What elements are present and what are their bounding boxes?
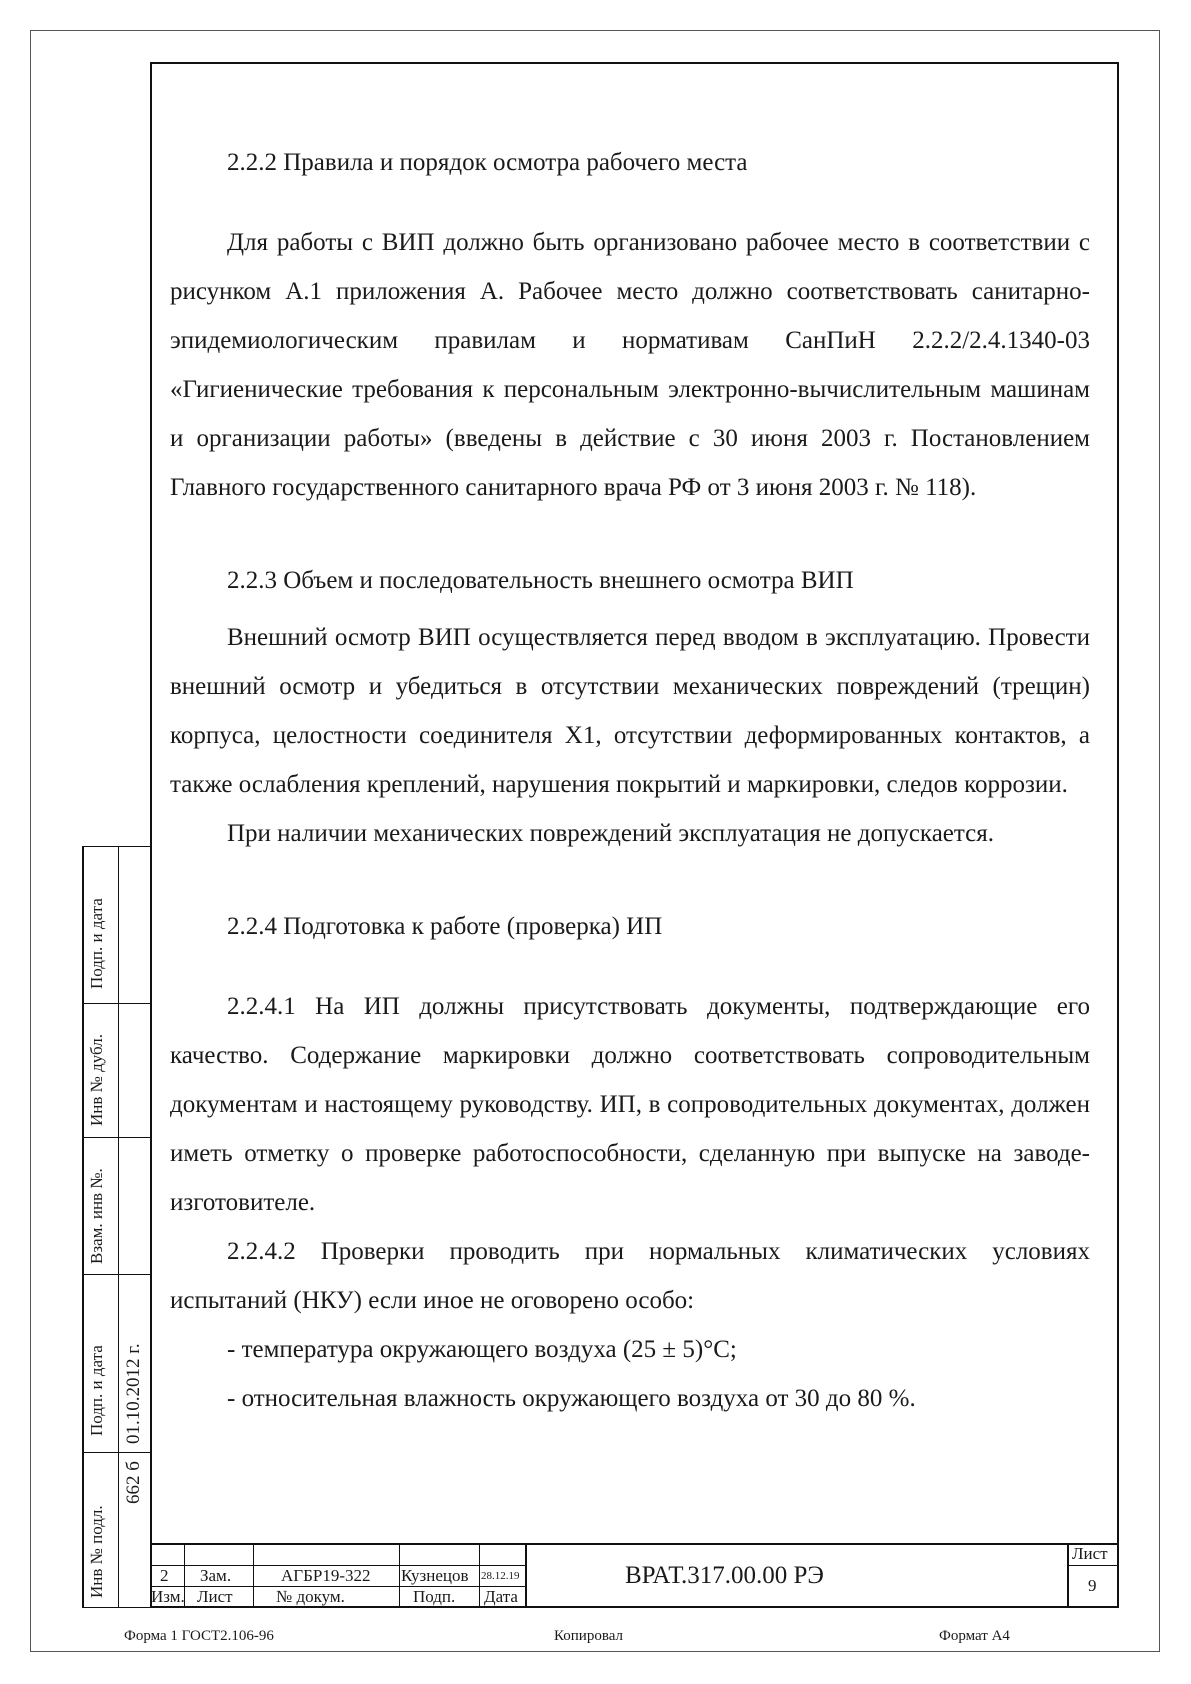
- paragraph-inspection: Внешний осмотр ВИП осуществляется перед вводом в эксплуатацию. Провести внешний осмотр и убедиться в отсутствии механических повреждений (трещин) корпуса, целостности соединителя Х1, отсутствии деформированных контактов, а также ослабления креплений, нарушения покрытий и маркировки, следов коррозии.: [170, 624, 1090, 798]
- col-podp: Подп.: [413, 1587, 456, 1606]
- value-date: 01.10.2012 г.: [123, 1343, 144, 1444]
- sheet-number: 9: [1088, 1576, 1097, 1595]
- label-vzam-inv: Взам. инв №.: [87, 1168, 106, 1264]
- section-heading-2-2-4: 2.2.4 Подготовка к работе (проверка) ИП: [227, 913, 663, 940]
- cell-podp-value: Кузнецов: [401, 1566, 469, 1585]
- sheet-label: Лист: [1072, 1544, 1108, 1563]
- section-heading-2-2-3: 2.2.3 Объем и последовательность внешнего осмотра ВИП: [227, 567, 854, 594]
- section-heading-2-2-2: 2.2.2 Правила и порядок осмотра рабочего места: [227, 149, 748, 176]
- list-item-humidity: - относительная влажность окружающего воздуха от 30 до 80 %.: [227, 1385, 916, 1412]
- footer-copied: Копировал: [554, 1628, 623, 1644]
- label-inv-dubl: Инв № дубл.: [87, 1033, 106, 1126]
- cell-list-value: Зам.: [200, 1566, 232, 1585]
- col-date: Дата: [484, 1587, 518, 1606]
- footer-format: Формат А4: [939, 1628, 1010, 1644]
- paragraph-2-2-4-2: 2.2.4.2 Проверки проводить при нормальных климатических условиях испытаний (НКУ) если иное не оговорено особо:: [170, 1238, 1090, 1314]
- document-body: [170, 138, 1090, 1423]
- label-inv-podl: Инв № подл.: [87, 1505, 106, 1598]
- col-list: Лист: [197, 1587, 233, 1606]
- label-podp-data-2: Подп. и дата: [87, 1345, 106, 1436]
- paragraph-2-2-4-1: 2.2.4.1 На ИП должны присутствовать документы, подтверждающие его качество. Содержание маркировки должно соответствовать сопроводительным документам и настоящему руководству. ИП, в сопроводительных документах, должен иметь отметку о проверке работоспособности, сделанную при выпуске на заводе-изготовителе.: [170, 993, 1090, 1216]
- document-designation: ВРАТ.317.00.00 РЭ: [625, 1562, 824, 1589]
- col-izm: Изм.: [151, 1587, 185, 1606]
- cell-izm-value: 2: [160, 1566, 169, 1585]
- side-strip: [82, 846, 152, 1608]
- list-item-temperature: - температура окружающего воздуха (25 ± 5)°С;: [227, 1336, 737, 1363]
- title-block: [150, 1543, 1119, 1608]
- col-doc: № докум.: [276, 1587, 345, 1606]
- paragraph-workplace: Для работы с ВИП должно быть организовано рабочее место в соответствии с рисунком А.1 приложения А. Рабочее место должно соответствовать санитарно-эпидемиологическим правилам и нормативам СанПиН 2.2.2/2.4.1340-03 «Гигиенические требования к персональным электронно-вычислительным машинам и организации работы» (введены в действие с 30 июня 2003 г. Постановлением Главного государственного санитарного врача РФ от 3 июня 2003 г. № 118).: [170, 229, 1090, 501]
- paragraph-damage-note: При наличии механических повреждений эксплуатация не допускается.: [227, 820, 994, 847]
- side-divider: [118, 846, 119, 1608]
- cell-doc-value: АГБР19-322: [281, 1566, 371, 1585]
- cell-date-value: 28.12.19: [481, 1570, 520, 1582]
- label-podp-data-1: Подп. и дата: [87, 898, 106, 989]
- footer-form: Форма 1 ГОСТ2.106-96: [124, 1628, 274, 1644]
- value-inv-podl: 662 б: [123, 1461, 144, 1504]
